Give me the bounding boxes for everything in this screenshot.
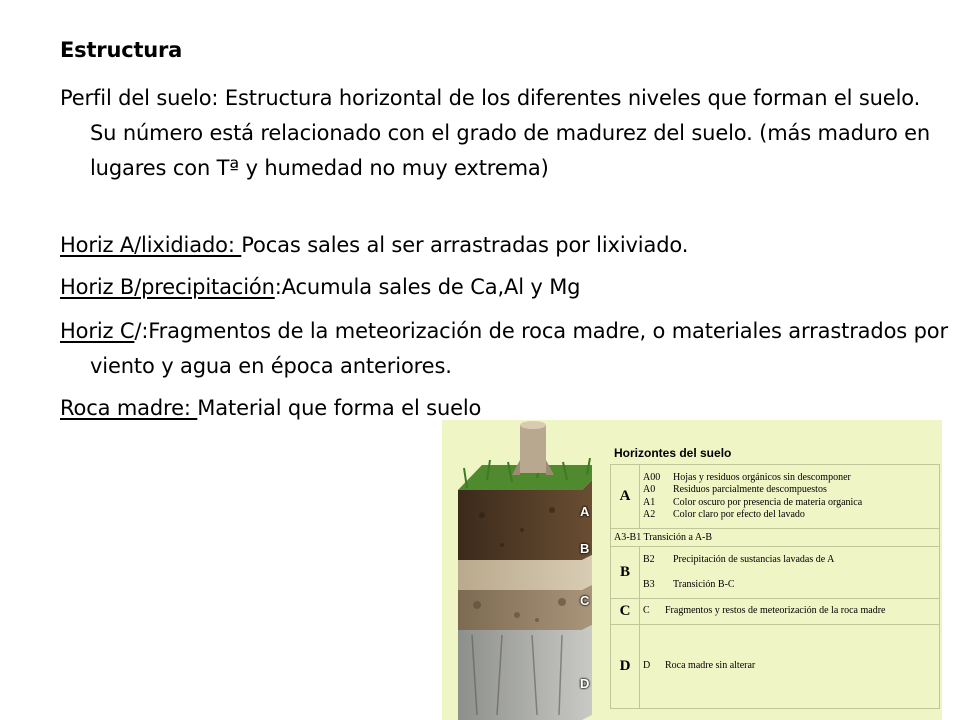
term-roca-madre: Roca madre: [60,396,198,420]
horizon-d-layer [458,625,592,720]
table-row [611,599,940,625]
description-cell: A00 Hojas y residuos orgánicos sin descomponer A0 Residuos parcialmente descompuestos A1 Color oscuro por presencia de materia organica A2 Color claro por efecto del lavado [640,465,940,529]
paragraph-text: :Acumula sales de Ca,Al y Mg [274,275,581,299]
paragraph-horiz-c [60,314,950,384]
horizon-cell: D [611,625,640,709]
soil-horizons-figure [442,420,942,720]
description-cell: C Fragmentos y restos de meteorización de la roca madre [640,599,940,625]
paragraph-text: Perfil del suelo: Estructura horizontal de los diferentes niveles que forman el suelo. Su número está relacionado con el grado de madurez del suelo. (más maduro en lugares con Tª y humedad no muy extrema) [60,86,931,180]
term-horiz-b: Horiz B/precipitación [60,275,275,299]
term-horiz-a: Horiz A/lixidiado: [60,233,242,257]
paragraph-perfil [60,81,950,186]
table-row [611,529,940,547]
layer-label-a: A [580,504,590,519]
paragraph-horiz-a [60,228,950,263]
horizons-table-title: Horizontes del suelo [614,446,732,460]
table-row [611,625,940,709]
paragraph-text: /:Fragmentos de la meteorización de roca madre, o materiales arrastrados por viento y agua en época anteriores. [90,319,948,378]
layer-label-c: C [580,593,590,608]
table-row [611,547,940,599]
slide-title: Estructura [60,38,183,62]
tree-stump [520,425,546,473]
layer-label-d: D [580,676,590,691]
horizon-b-layer [458,555,592,590]
description-cell: B2 Precipitación de sustancias lavadas de A B3 Transición B-C [640,547,940,599]
transition-cell: A3-B1 Transición a A-B [611,529,940,547]
paragraph-horiz-b [60,270,950,305]
term-horiz-c: Horiz C [60,319,135,343]
soil-profile-illustration [442,420,612,720]
horizon-cell: C [611,599,640,625]
horizon-cell: B [611,547,640,599]
paragraph-text: Material que forma el suelo [197,396,482,420]
description-cell: D Roca madre sin alterar [640,625,940,709]
horizon-cell: A [611,465,640,529]
layer-label-b: B [580,541,590,556]
table-row [611,465,940,529]
horizons-table [610,464,940,709]
horizon-a-layer [458,480,592,560]
paragraph-text: Pocas sales al ser arrastradas por lixiviado. [241,233,689,257]
